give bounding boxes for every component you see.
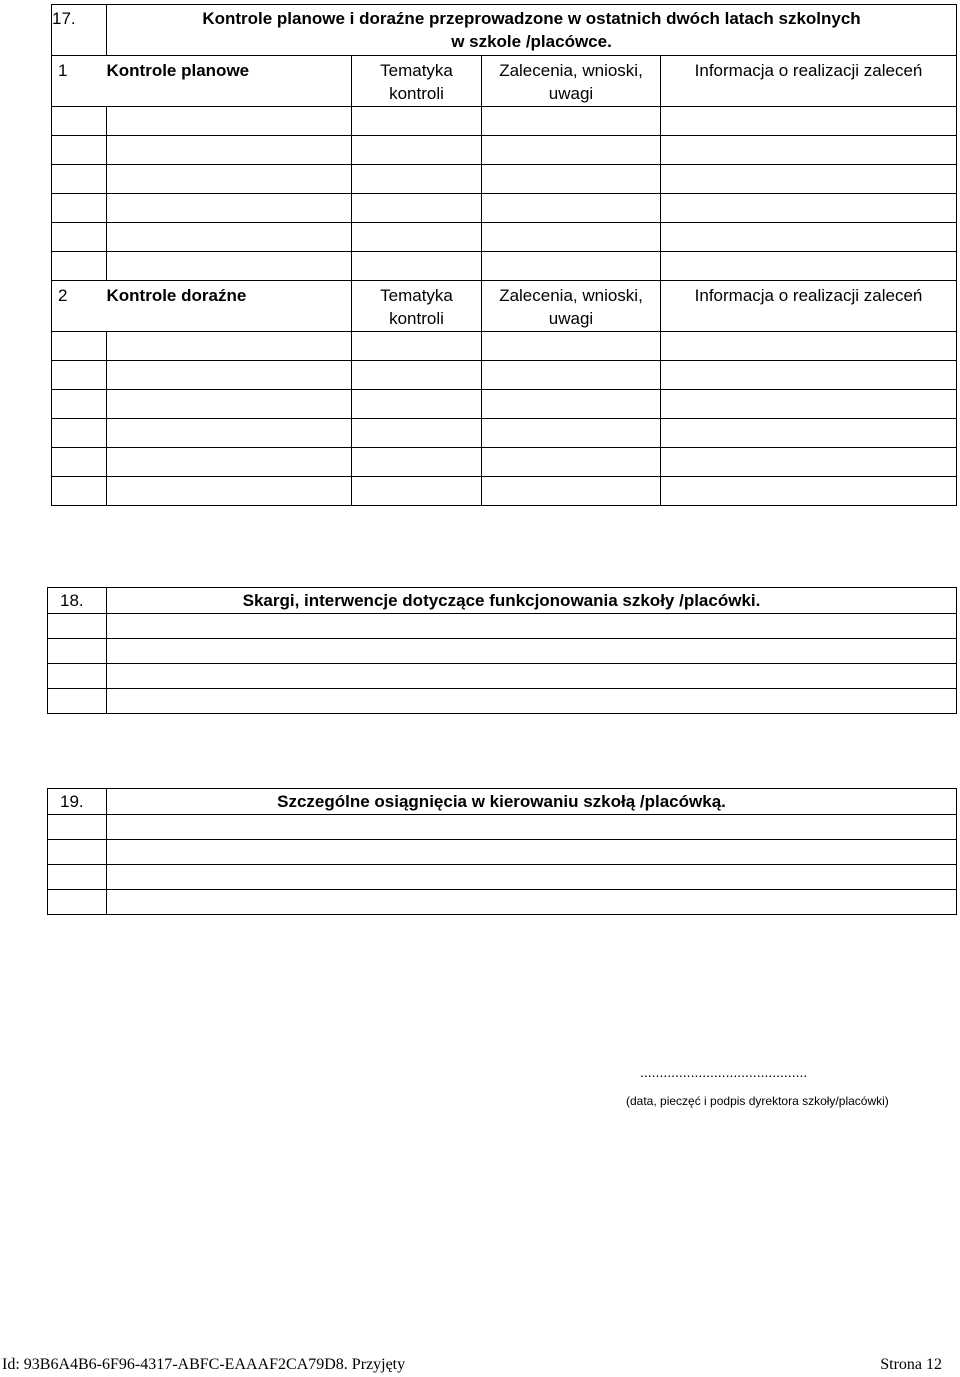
table-row [48,664,957,689]
section-17-number: 17. [52,5,107,56]
table-cell[interactable] [48,614,107,639]
section-19-number: 19. [48,789,107,815]
table-cell[interactable] [352,448,482,477]
table-cell[interactable] [52,361,107,390]
table-cell[interactable] [482,252,661,281]
table-cell[interactable] [482,223,661,252]
table-cell[interactable] [48,815,107,840]
table-cell[interactable] [352,477,482,506]
table-cell[interactable] [661,107,957,136]
signature-caption: (data, pieczęć i podpis dyrektora szkoły/placówki) [626,1094,889,1108]
table-cell[interactable] [661,448,957,477]
table-cell[interactable] [352,165,482,194]
table-row [52,223,957,252]
table-row [52,419,957,448]
table-cell[interactable] [352,332,482,361]
table-row [48,865,957,890]
table-cell[interactable] [107,223,352,252]
table-cell[interactable] [107,165,352,194]
table-row [52,361,957,390]
table-cell[interactable] [48,639,107,664]
table-cell[interactable] [107,361,352,390]
planned-number: 1 [52,56,107,107]
section-17-title [107,5,957,56]
table-row [48,689,957,714]
table-cell[interactable] [107,107,352,136]
section-18-table [47,587,957,714]
table-row [52,252,957,281]
table-cell[interactable] [482,361,661,390]
table-cell[interactable] [352,419,482,448]
section-18-title: Skargi, interwencje dotyczące funkcjonowania szkoły /placówki. [107,588,957,614]
table-cell[interactable] [52,332,107,361]
table-cell[interactable] [107,136,352,165]
table-row [48,815,957,840]
table-cell[interactable] [52,107,107,136]
table-cell[interactable] [107,252,352,281]
table-cell[interactable] [482,194,661,223]
section-17-title-line1: Kontrole planowe i doraźne przeprowadzone w ostatnich dwóch latach szkolnych [202,9,861,28]
table-cell[interactable] [48,865,107,890]
table-cell[interactable] [107,890,957,915]
table-row [52,107,957,136]
table-cell[interactable] [52,252,107,281]
table-cell[interactable] [482,332,661,361]
table-row [48,639,957,664]
table-cell[interactable] [52,477,107,506]
table-cell[interactable] [107,614,957,639]
table-row [52,165,957,194]
footer-document-id: Id: 93B6A4B6-6F96-4317-ABFC-EAAAF2CA79D8. Przyjęty [2,1356,406,1373]
section-19-title: Szczególne osiągnięcia w kierowaniu szkołą /placówką. [107,789,957,815]
signature-line: ........................................... [640,1064,808,1080]
adhoc-col-recommendations: Zalecenia, wnioski, uwagi [482,281,661,332]
table-cell[interactable] [107,865,957,890]
section-19-table [47,788,957,915]
section-18-number: 18. [48,588,107,614]
table-cell[interactable] [48,664,107,689]
planned-col-info: Informacja o realizacji zaleceń [661,56,957,107]
table-cell[interactable] [352,361,482,390]
table-cell[interactable] [352,136,482,165]
table-cell[interactable] [352,194,482,223]
table-cell[interactable] [661,332,957,361]
table-cell[interactable] [107,477,352,506]
table-cell[interactable] [482,107,661,136]
adhoc-col-info: Informacja o realizacji zaleceń [661,281,957,332]
table-row [48,890,957,915]
table-cell[interactable] [48,689,107,714]
table-row [48,614,957,639]
table-cell[interactable] [52,194,107,223]
table-cell[interactable] [107,689,957,714]
table-cell[interactable] [52,165,107,194]
section-17-title-line2: w szkole /placówce. [451,32,612,51]
table-cell[interactable] [107,639,957,664]
table-row [48,840,957,865]
table-cell[interactable] [482,448,661,477]
planned-col-topic: Tematyka kontroli [352,56,482,107]
table-cell[interactable] [352,223,482,252]
table-cell[interactable] [52,223,107,252]
table-cell[interactable] [661,252,957,281]
table-cell[interactable] [107,390,352,419]
table-cell[interactable] [661,194,957,223]
table-cell[interactable] [107,194,352,223]
table-cell[interactable] [482,419,661,448]
table-cell[interactable] [52,419,107,448]
table-row [52,448,957,477]
table-cell[interactable] [482,165,661,194]
table-cell[interactable] [661,136,957,165]
table-cell[interactable] [107,419,352,448]
table-cell[interactable] [352,390,482,419]
planned-label: Kontrole planowe [107,56,352,107]
table-cell[interactable] [48,890,107,915]
planned-col-recommendations: Zalecenia, wnioski, uwagi [482,56,661,107]
table-cell[interactable] [52,448,107,477]
table-cell[interactable] [661,477,957,506]
table-cell[interactable] [107,815,957,840]
table-cell[interactable] [107,664,957,689]
table-cell[interactable] [482,477,661,506]
footer-page-number: Strona 12 [880,1356,942,1373]
table-cell[interactable] [352,107,482,136]
table-row [52,136,957,165]
table-cell[interactable] [107,840,957,865]
table-cell[interactable] [661,165,957,194]
table-cell[interactable] [661,390,957,419]
table-cell[interactable] [52,136,107,165]
adhoc-col-topic: Tematyka kontroli [352,281,482,332]
table-row [52,194,957,223]
table-cell[interactable] [107,448,352,477]
table-row [52,332,957,361]
table-cell[interactable] [482,136,661,165]
table-cell[interactable] [661,419,957,448]
table-cell[interactable] [107,332,352,361]
table-cell[interactable] [661,223,957,252]
table-cell[interactable] [48,840,107,865]
table-row [52,390,957,419]
table-cell[interactable] [52,390,107,419]
adhoc-label: Kontrole doraźne [107,281,352,332]
table-row [52,477,957,506]
table-cell[interactable] [482,390,661,419]
section-17-table [51,4,957,506]
table-cell[interactable] [661,361,957,390]
adhoc-number: 2 [52,281,107,332]
table-cell[interactable] [352,252,482,281]
